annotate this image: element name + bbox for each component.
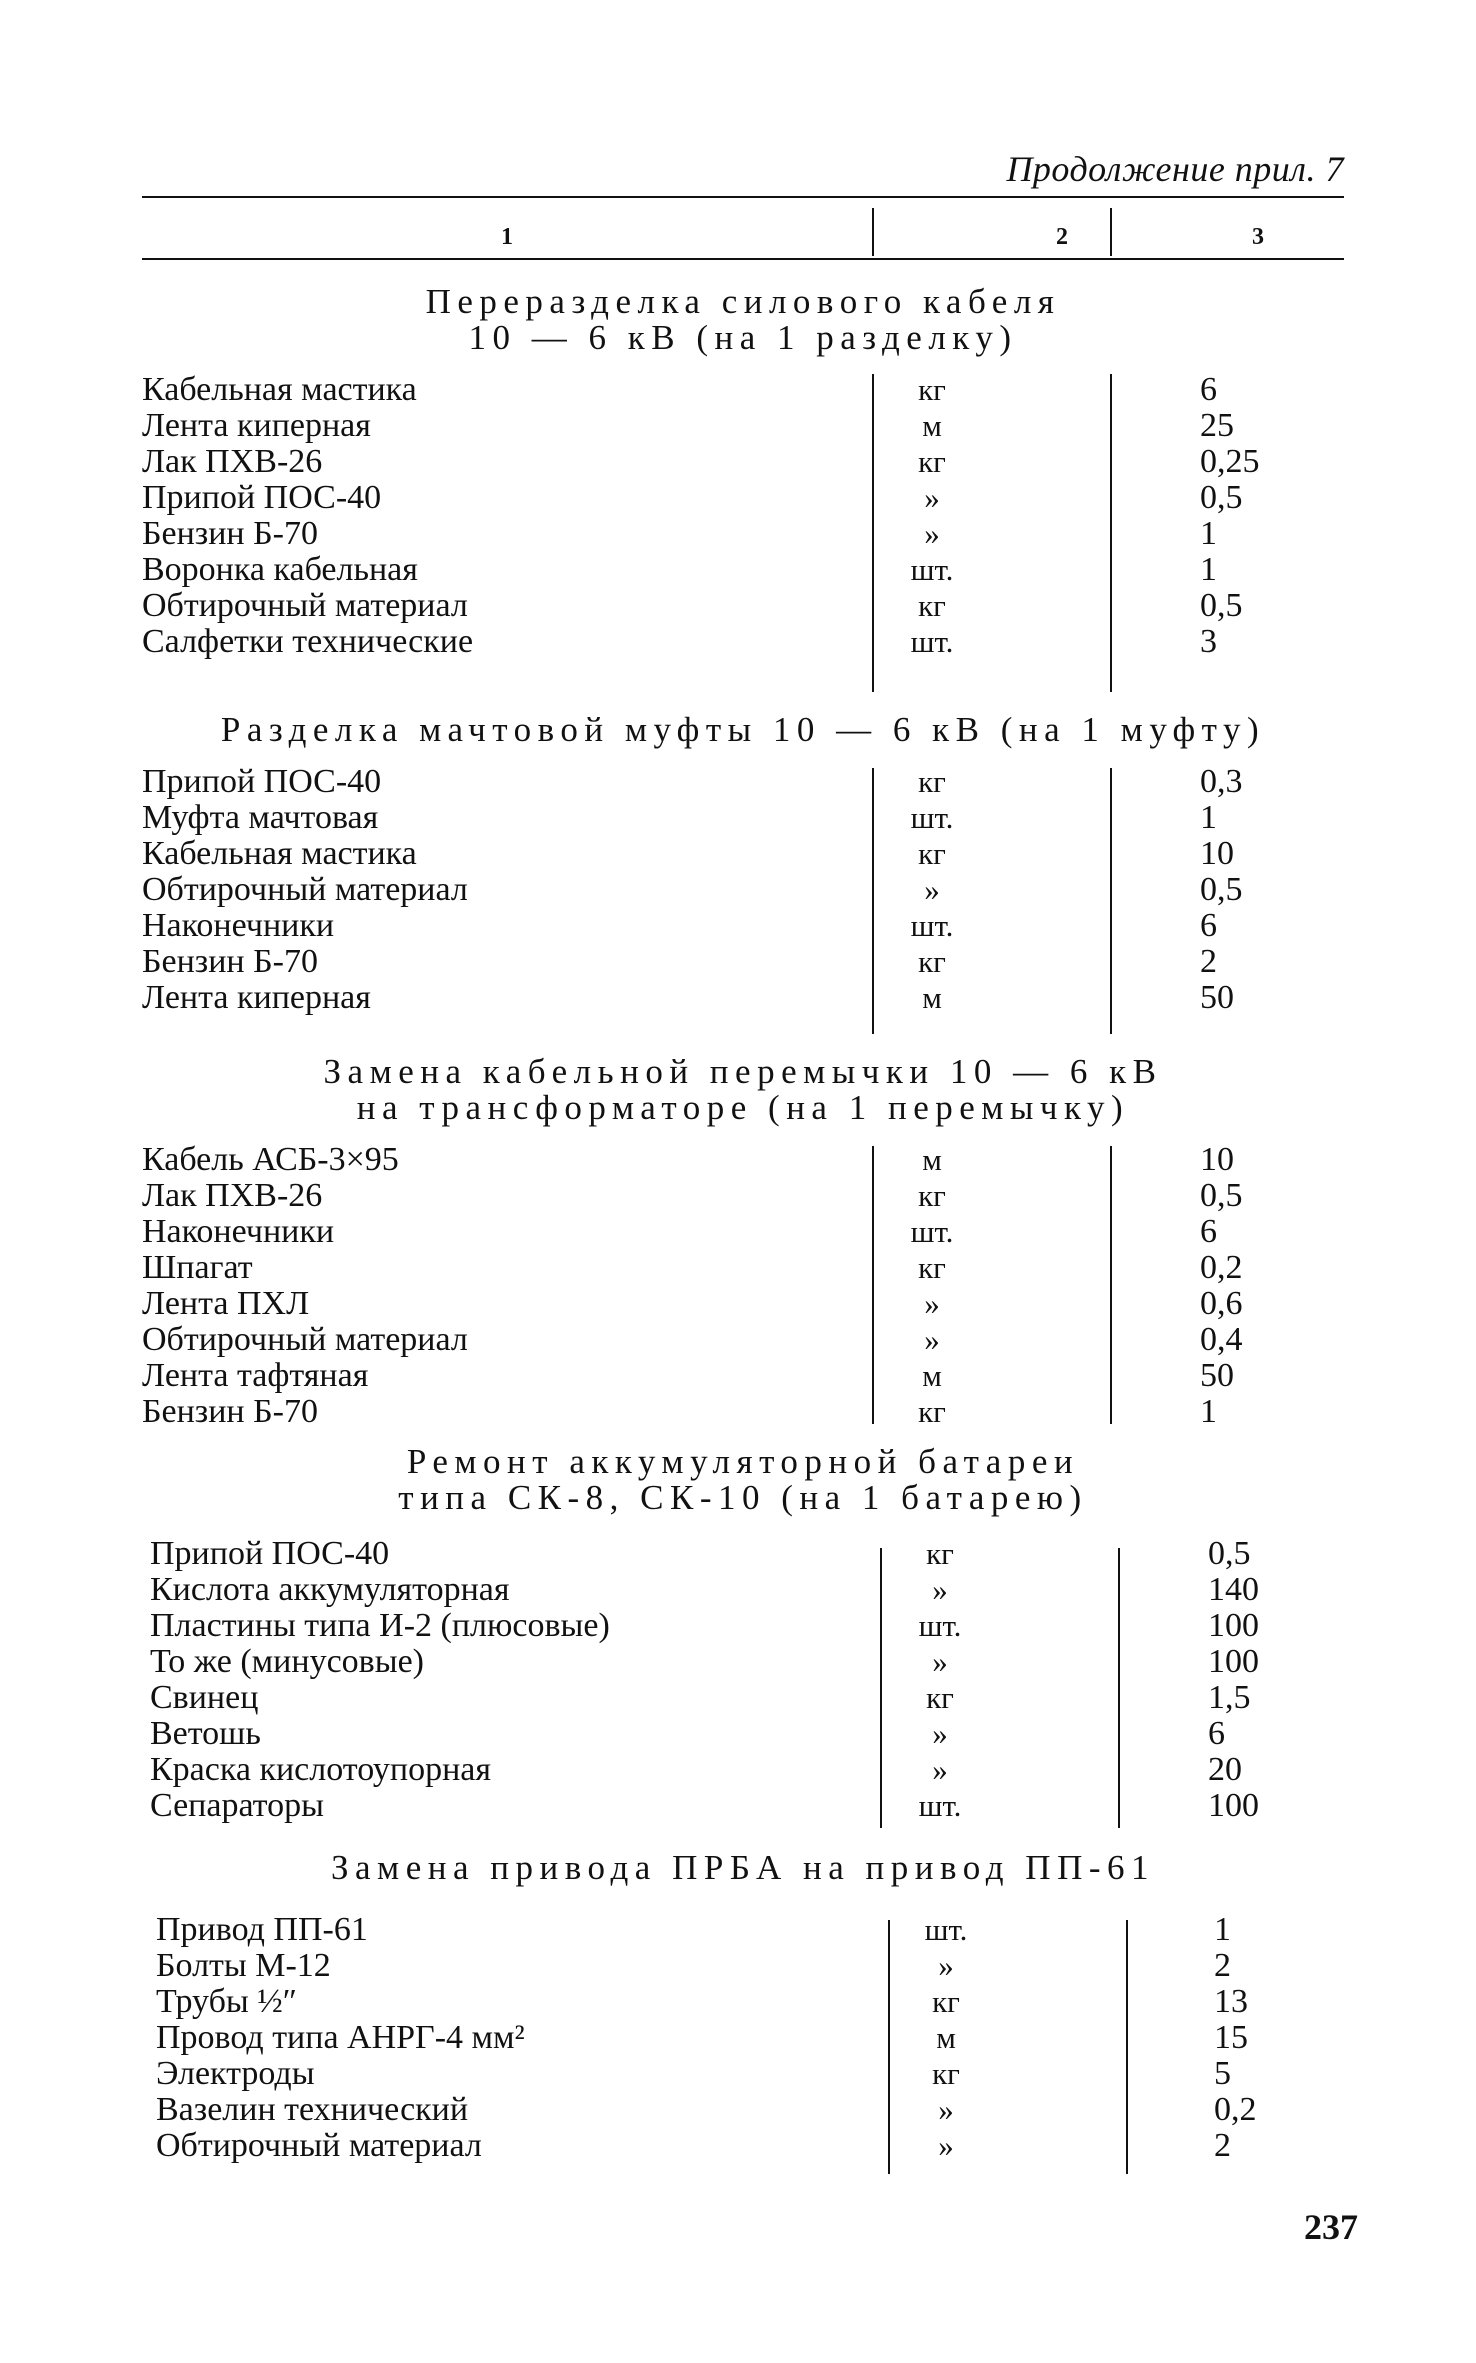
material-name: Обтирочный материал [142, 871, 468, 908]
material-name: Шпагат [142, 1249, 253, 1286]
material-name: Свинец [150, 1679, 259, 1716]
column-divider [872, 374, 874, 692]
table-row [142, 2092, 1344, 2128]
section-title: Разделка мачтовой муфты 10 — 6 кВ (на 1 муфту) [220, 710, 1266, 749]
material-name: Вазелин технический [156, 2091, 469, 2128]
material-name: Ветошь [150, 1715, 261, 1752]
table-row [142, 1984, 1344, 2020]
quantity: 0,5 [1200, 587, 1243, 624]
unit-of-measure: » [932, 1752, 948, 1787]
table-row [142, 2056, 1344, 2092]
header-divider-1 [872, 208, 874, 256]
section-title: Замена привода ПРБА на привод ПП-61 [330, 1848, 1156, 1887]
quantity: 0,5 [1200, 479, 1243, 516]
quantity: 6 [1208, 1715, 1225, 1752]
material-name: Бензин Б-70 [142, 1393, 318, 1430]
material-name: Кабельная мастика [142, 371, 417, 408]
table-row [142, 1912, 1344, 1948]
unit-of-measure: кг [918, 1250, 946, 1285]
material-name: Сепараторы [150, 1787, 324, 1824]
material-name: Наконечники [142, 907, 335, 944]
page-number: 237 [1304, 2207, 1358, 2247]
table-top-rule [142, 196, 1344, 198]
material-name: Обтирочный материал [142, 1321, 468, 1358]
unit-of-measure: » [924, 1322, 940, 1357]
material-name: Бензин Б-70 [142, 943, 318, 980]
table-header [142, 206, 1344, 260]
material-name: Припой ПОС-40 [142, 763, 382, 800]
table-row [142, 836, 1344, 872]
unit-of-measure: м [922, 1142, 942, 1177]
unit-of-measure: м [922, 980, 942, 1015]
unit-of-measure: » [932, 1572, 948, 1607]
unit-of-measure: шт. [924, 1912, 968, 1947]
unit-of-measure: » [938, 2128, 954, 2163]
quantity: 100 [1208, 1787, 1259, 1824]
quantity: 1,5 [1208, 1679, 1251, 1716]
unit-of-measure: шт. [910, 1214, 954, 1249]
table-row [142, 624, 1344, 660]
unit-of-measure: м [922, 408, 942, 443]
unit-of-measure: кг [918, 944, 946, 979]
material-name: Воронка кабельная [142, 551, 418, 588]
table-row [142, 944, 1344, 980]
material-name: Бензин Б-70 [142, 515, 318, 552]
column-header-1: 1 [501, 224, 513, 250]
column-divider [1110, 768, 1112, 1034]
unit-of-measure: » [938, 2092, 954, 2127]
quantity: 1 [1214, 1911, 1231, 1948]
unit-of-measure: кг [918, 588, 946, 623]
material-name: Кабельная мастика [142, 835, 417, 872]
column-divider [872, 1146, 874, 1424]
table-row [142, 1394, 1344, 1430]
material-name: Лак ПХВ-26 [142, 443, 323, 480]
material-name: Пластины типа И-2 (плюсовые) [150, 1607, 610, 1644]
unit-of-measure: шт. [918, 1608, 962, 1643]
material-name: Обтирочный материал [156, 2127, 482, 2164]
material-name: Припой ПОС-40 [142, 479, 382, 516]
unit-of-measure: » [924, 872, 940, 907]
table-row [142, 1214, 1344, 1250]
section-title: на трансформаторе (на 1 перемычку) [356, 1088, 1130, 1127]
material-name: Припой ПОС-40 [150, 1535, 390, 1572]
quantity: 50 [1200, 1357, 1234, 1394]
unit-of-measure: шт. [910, 552, 954, 587]
unit-of-measure: кг [918, 764, 946, 799]
table-row [142, 372, 1344, 408]
material-name: Лента тафтяная [142, 1357, 369, 1394]
material-name: Муфта мачтовая [142, 799, 379, 836]
column-divider [880, 1548, 882, 1828]
unit-of-measure: » [938, 1948, 954, 1983]
column-divider [872, 768, 874, 1034]
table-row [142, 1142, 1344, 1178]
unit-of-measure: кг [932, 1984, 960, 2019]
quantity: 1 [1200, 1393, 1217, 1430]
quantity: 25 [1200, 407, 1234, 444]
quantity: 10 [1200, 1141, 1234, 1178]
table-row [142, 1788, 1344, 1824]
section-title: Переразделка силового кабеля [425, 282, 1061, 321]
material-name: Болты М-12 [156, 1947, 331, 1984]
material-name: Привод ПП-61 [156, 1911, 368, 1948]
quantity: 0,6 [1200, 1285, 1243, 1322]
table-row [142, 1644, 1344, 1680]
material-name: Обтирочный материал [142, 587, 468, 624]
column-divider [888, 1920, 890, 2174]
quantity: 100 [1208, 1607, 1259, 1644]
material-name: Провод типа АНРГ-4 мм² [156, 2019, 525, 2056]
quantity: 0,4 [1200, 1321, 1243, 1358]
unit-of-measure: кг [918, 444, 946, 479]
column-divider [1126, 1920, 1128, 2174]
table-row [142, 1250, 1344, 1286]
unit-of-measure: шт. [910, 624, 954, 659]
table-row [142, 516, 1344, 552]
unit-of-measure: м [922, 1358, 942, 1393]
material-name: Наконечники [142, 1213, 335, 1250]
material-name: Лента киперная [142, 407, 371, 444]
table-row [142, 552, 1344, 588]
quantity: 2 [1214, 1947, 1231, 1984]
table-row [142, 1752, 1344, 1788]
unit-of-measure: шт. [918, 1788, 962, 1823]
quantity: 5 [1214, 2055, 1231, 2092]
unit-of-measure: » [924, 480, 940, 515]
quantity: 0,5 [1200, 871, 1243, 908]
section-title: типа СК-8, СК-10 (на 1 батарею) [398, 1478, 1088, 1517]
section-title: 10 — 6 кВ (на 1 разделку) [468, 318, 1018, 357]
quantity: 0,5 [1200, 1177, 1243, 1214]
column-divider [1110, 1146, 1112, 1424]
unit-of-measure: кг [918, 372, 946, 407]
table-row [142, 1536, 1344, 1572]
table-row [142, 1716, 1344, 1752]
material-name: То же (минусовые) [150, 1643, 424, 1680]
unit-of-measure: кг [932, 2056, 960, 2091]
table-row [142, 408, 1344, 444]
unit-of-measure: кг [926, 1680, 954, 1715]
quantity: 1 [1200, 551, 1217, 588]
header-bottom-rule [142, 258, 1344, 260]
unit-of-measure: » [924, 516, 940, 551]
quantity: 13 [1214, 1983, 1248, 2020]
table-row [142, 980, 1344, 1016]
unit-of-measure: шт. [910, 800, 954, 835]
material-name: Кислота аккумуляторная [150, 1571, 510, 1608]
table-row [142, 1322, 1344, 1358]
header-divider-2 [1110, 208, 1112, 256]
table-row [142, 444, 1344, 480]
material-name: Электроды [156, 2055, 315, 2092]
quantity: 0,25 [1200, 443, 1260, 480]
unit-of-measure: кг [918, 1394, 946, 1429]
quantity: 0,2 [1214, 2091, 1257, 2128]
quantity: 6 [1200, 371, 1217, 408]
quantity: 100 [1208, 1643, 1259, 1680]
table-row [142, 1358, 1344, 1394]
quantity: 6 [1200, 1213, 1217, 1250]
quantity: 50 [1200, 979, 1234, 1016]
material-name: Салфетки технические [142, 623, 474, 660]
continuation-note: Продолжение прил. 7 [1006, 149, 1344, 189]
unit-of-measure: кг [918, 1178, 946, 1213]
table-row [142, 1948, 1344, 1984]
table-row [142, 480, 1344, 516]
unit-of-measure: шт. [910, 908, 954, 943]
quantity: 0,2 [1200, 1249, 1243, 1286]
column-header-3: 3 [1252, 224, 1264, 250]
table-row [142, 1572, 1344, 1608]
column-header-2: 2 [1056, 224, 1068, 250]
table-row [142, 2128, 1344, 2164]
quantity: 0,3 [1200, 763, 1243, 800]
quantity: 15 [1214, 2019, 1248, 2056]
quantity: 0,5 [1208, 1535, 1251, 1572]
quantity: 2 [1200, 943, 1217, 980]
table-row [142, 1286, 1344, 1322]
quantity: 140 [1208, 1571, 1259, 1608]
table-row [142, 908, 1344, 944]
table-row [142, 800, 1344, 836]
quantity: 10 [1200, 835, 1234, 872]
unit-of-measure: кг [918, 836, 946, 871]
material-name: Лента киперная [142, 979, 371, 1016]
quantity: 1 [1200, 799, 1217, 836]
table-row [142, 588, 1344, 624]
material-name: Краска кислотоупорная [150, 1751, 492, 1788]
material-name: Лента ПХЛ [142, 1285, 310, 1322]
unit-of-measure: » [932, 1716, 948, 1751]
table-row [142, 764, 1344, 800]
section-title: Ремонт аккумуляторной батареи [406, 1442, 1080, 1481]
material-name: Трубы ½″ [156, 1983, 297, 2020]
material-name: Лак ПХВ-26 [142, 1177, 323, 1214]
table-row [142, 872, 1344, 908]
table-row [142, 2020, 1344, 2056]
quantity: 3 [1200, 623, 1217, 660]
quantity: 2 [1214, 2127, 1231, 2164]
quantity: 6 [1200, 907, 1217, 944]
unit-of-measure: » [932, 1644, 948, 1679]
table-row [142, 1608, 1344, 1644]
quantity: 1 [1200, 515, 1217, 552]
table-row [142, 1178, 1344, 1214]
material-name: Кабель АСБ-3×95 [142, 1141, 399, 1178]
column-divider [1110, 374, 1112, 692]
unit-of-measure: м [936, 2020, 956, 2055]
unit-of-measure: кг [926, 1536, 954, 1571]
table-row [142, 1680, 1344, 1716]
column-divider [1118, 1548, 1120, 1828]
unit-of-measure: » [924, 1286, 940, 1321]
section-title: Замена кабельной перемычки 10 — 6 кВ [323, 1052, 1163, 1091]
quantity: 20 [1208, 1751, 1242, 1788]
